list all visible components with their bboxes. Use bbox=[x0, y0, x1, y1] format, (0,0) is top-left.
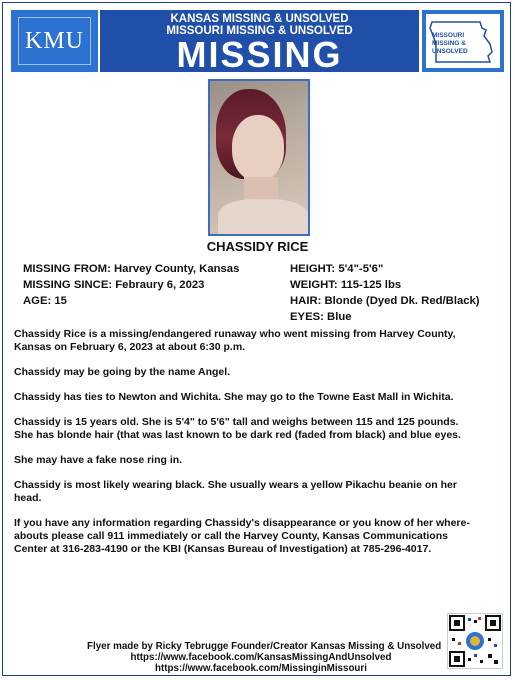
banner-line-missouri: MISSOURI MISSING & UNSOLVED bbox=[166, 25, 353, 37]
footer-link-kansas[interactable]: https://www.facebook.com/KansasMissingAndUnsolved bbox=[130, 652, 392, 663]
header-banner bbox=[100, 10, 419, 75]
paragraph-line: Chassidy is 15 years old. She is 5'4" to 5'6" tall and weighs between 115 and 125 pounds. bbox=[14, 416, 459, 428]
paragraph-line: Kansas on February 6, 2023 at about 6:30 p.m. bbox=[14, 341, 246, 353]
mo-logo-line-3: UNSOLVED bbox=[432, 48, 468, 55]
details-left-column bbox=[23, 261, 239, 309]
paragraph-line: Chassidy may be going by the name Angel. bbox=[14, 366, 231, 378]
kmu-logo bbox=[11, 10, 98, 72]
kmu-logo-text: KMU bbox=[18, 17, 91, 65]
details-right-column bbox=[290, 261, 480, 325]
eyes: EYES: Blue bbox=[290, 311, 352, 323]
mo-logo-line-2: MISSING & bbox=[432, 40, 466, 47]
person-name: CHASSIDY RICE bbox=[206, 239, 309, 254]
paragraph-line: Chassidy has ties to Newton and Wichita. She may go to the Towne East Mall in Wichita. bbox=[14, 391, 454, 403]
missouri-logo bbox=[422, 10, 504, 72]
paragraph-line: If you have any information regarding Chassidy's disappearance or you know of her where- bbox=[14, 517, 470, 529]
banner-line-kansas: KANSAS MISSING & UNSOLVED bbox=[170, 13, 349, 25]
missing-person-flyer bbox=[2, 2, 511, 676]
weight: WEIGHT: 115-125 lbs bbox=[290, 279, 402, 291]
footer-credit: Flyer made by Ricky Tebrugge Founder/Creator Kansas Missing & Unsolved bbox=[87, 641, 442, 652]
flyer-header bbox=[11, 10, 504, 75]
paragraph-line: She has blonde hair (that was last known to be dark red (faded from black) and blue eyes. bbox=[14, 429, 461, 441]
description-body bbox=[14, 328, 504, 556]
missouri-logo-panel bbox=[426, 14, 500, 68]
missouri-logo-text bbox=[432, 32, 468, 56]
paragraph-line: Chassidy is most likely wearing black. She usually wears a yellow Pikachu beanie on her bbox=[14, 479, 457, 491]
paragraph-line: abouts please call 911 immediately or call the Harvey County, Kansas Communications bbox=[14, 530, 448, 542]
height: HEIGHT: 5'4"-5'6" bbox=[290, 263, 384, 275]
paragraph-line: Chassidy Rice is a missing/endangered runaway who went missing from Harvey County, bbox=[14, 328, 456, 340]
age: AGE: 15 bbox=[23, 295, 67, 307]
hair: HAIR: Blonde (Dyed Dk. Red/Black) bbox=[290, 295, 480, 307]
footer-link-missouri[interactable]: https://www.facebook.com/MissinginMissouri bbox=[155, 663, 367, 674]
paragraph-line: Center at 316-283-4190 or the KBI (Kansas Bureau of Investigation) at 785-296-4017. bbox=[14, 543, 432, 555]
flyer-footer bbox=[87, 641, 442, 674]
qr-code-icon[interactable] bbox=[447, 613, 503, 669]
paragraph-line: head. bbox=[14, 492, 42, 504]
missing-from: MISSING FROM: Harvey County, Kansas bbox=[23, 263, 240, 275]
missing-since: MISSING SINCE: Febraury 6, 2023 bbox=[23, 279, 205, 291]
missing-person-photo bbox=[208, 79, 310, 236]
paragraph-line: She may have a fake nose ring in. bbox=[14, 454, 183, 466]
mo-logo-line-1: MISSOURI bbox=[432, 32, 465, 39]
banner-title: MISSING bbox=[176, 34, 343, 75]
